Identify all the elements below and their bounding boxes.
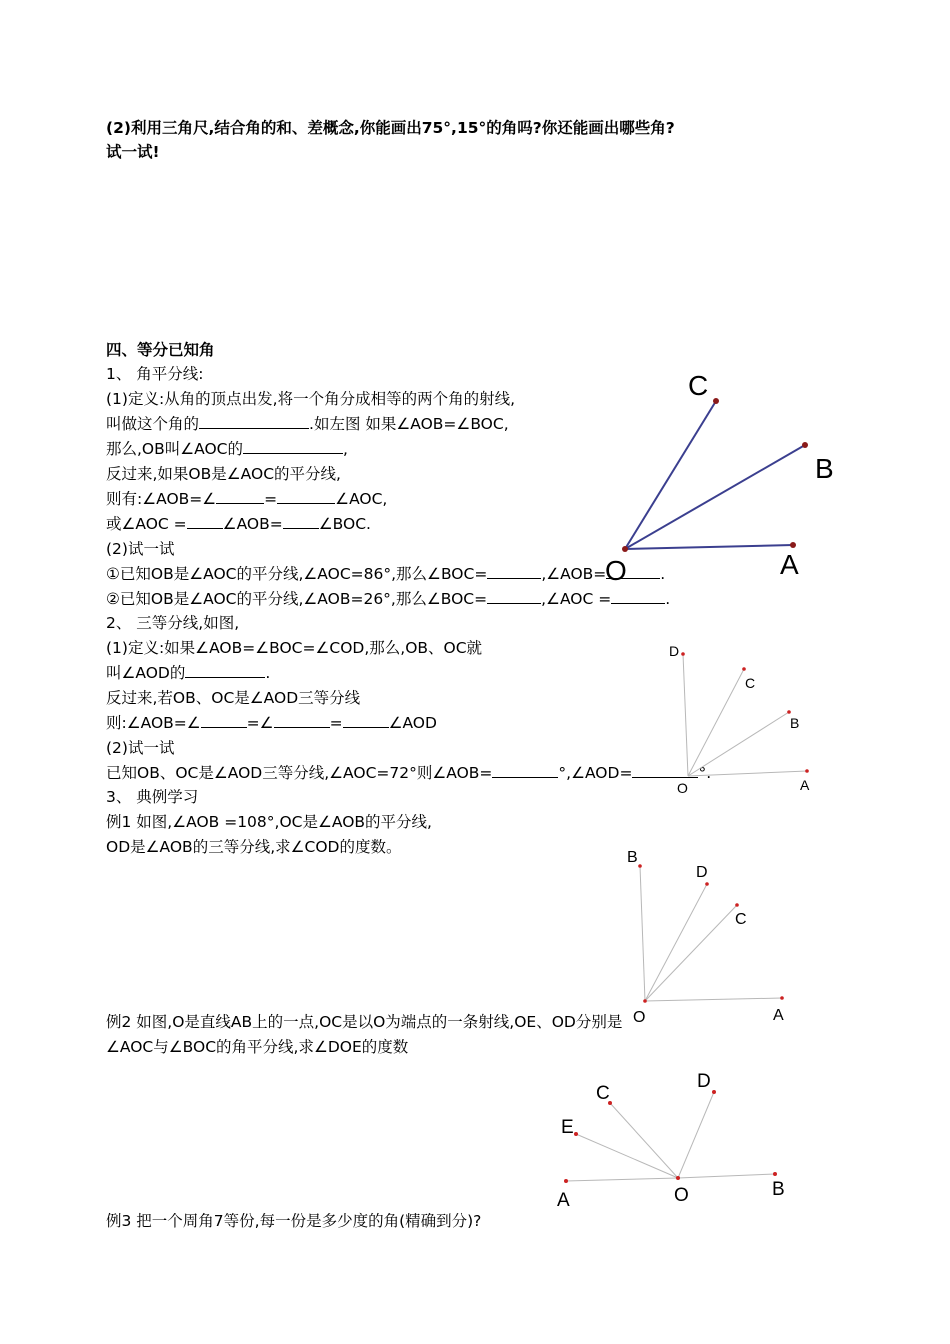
label-b: B — [772, 1179, 785, 1200]
text: °. — [698, 764, 712, 782]
text: . — [265, 664, 271, 682]
ray-ob — [678, 1174, 775, 1178]
text: ∠BOC. — [318, 515, 371, 533]
text: ∠AOD — [388, 714, 437, 732]
text: 或∠AOC = — [106, 515, 187, 533]
ray-ob — [640, 866, 645, 1001]
ray-oc — [645, 905, 737, 1001]
ray-oa — [566, 1178, 678, 1181]
ray-od — [678, 1092, 714, 1178]
text: °,∠AOD= — [558, 764, 633, 782]
ray-oa — [645, 998, 782, 1001]
text: =∠ — [246, 714, 274, 732]
point-b — [802, 442, 808, 448]
label-o: O — [605, 555, 627, 586]
label-d: D — [696, 864, 708, 881]
point-a — [790, 542, 796, 548]
point-e — [574, 1132, 578, 1136]
point-b — [787, 710, 791, 714]
label-d: D — [669, 643, 680, 659]
ray-oc — [610, 1103, 678, 1178]
bisector-def-line4: 反过来,如果OB是∠AOC的平分线, — [106, 465, 341, 483]
point-c — [742, 667, 746, 671]
text: ,∠AOC = — [541, 590, 612, 608]
label-c: C — [688, 370, 709, 401]
subheading-trisector: 2、 三等分线,如图, — [106, 614, 240, 632]
label-e: E — [561, 1117, 574, 1138]
text: ,∠AOB= — [541, 565, 607, 583]
text: ①已知OB是∠AOC的平分线,∠AOC=86°,那么∠BOC= — [106, 565, 488, 583]
text: .如左图 如果∠AOB=∠BOC, — [309, 415, 509, 433]
try-label: (2)试一试 — [106, 540, 175, 558]
text: 叫做这个角的 — [106, 415, 200, 433]
label-c: C — [596, 1083, 610, 1104]
figure-example1 — [627, 849, 784, 1026]
label-b: B — [790, 715, 800, 731]
ray-od — [645, 884, 707, 1001]
figure-trisector — [669, 643, 810, 796]
ray-ob — [688, 712, 789, 776]
label-a: A — [773, 1007, 784, 1024]
subheading-examples: 3、 典例学习 — [106, 788, 199, 806]
text: ②已知OB是∠AOC的平分线,∠AOB=26°,那么∠BOC= — [106, 590, 488, 608]
label-o: O — [677, 780, 688, 796]
subheading-bisector: 1、 角平分线: — [106, 365, 204, 383]
point-o — [643, 999, 647, 1003]
ray-oc — [688, 669, 744, 776]
figure-bisector — [605, 370, 834, 586]
ray-oa — [688, 771, 807, 776]
example-2-line1: 例2 如图,O是直线AB上的一点,OC是以O为端点的一条射线,OE、OD分别是 — [106, 1013, 623, 1031]
label-a: A — [557, 1190, 570, 1211]
point-d — [712, 1090, 716, 1094]
text: ∠AOB= — [222, 515, 283, 533]
point-c — [713, 398, 719, 404]
point-a — [805, 769, 809, 773]
figure-example2 — [557, 1071, 785, 1211]
text: 则:∠AOB=∠ — [106, 714, 201, 732]
text: ∠AOC, — [335, 490, 388, 508]
point-o — [676, 1176, 680, 1180]
text: 那么,OB叫∠AOC的 — [106, 440, 244, 458]
text: . — [660, 565, 666, 583]
example-1-line2: OD是∠AOB的三等分线,求∠COD的度数。 — [106, 838, 402, 856]
text: 已知OB、OC是∠AOD三等分线,∠AOC=72°则∠AOB= — [106, 764, 493, 782]
text: = — [329, 714, 343, 732]
label-o: O — [674, 1185, 689, 1206]
point-a — [564, 1179, 568, 1183]
ray-ob — [625, 445, 805, 549]
label-c: C — [745, 675, 756, 691]
text: 叫∠AOD的 — [106, 664, 186, 682]
label-b: B — [815, 453, 834, 484]
bisector-definition: (1)定义:从角的顶点出发,将一个角分成相等的两个角的射线, — [106, 390, 516, 408]
example-3: 例3 把一个周角7等份,每一份是多少度的角(精确到分)? — [106, 1212, 482, 1230]
text: . — [665, 590, 671, 608]
point-a — [780, 996, 784, 1000]
text: , — [343, 440, 348, 458]
label-c: C — [735, 911, 747, 928]
point-b — [638, 864, 642, 868]
example-1-line1: 例1 如图,∠AOB =108°,OC是∠AOB的平分线, — [106, 813, 432, 831]
point-o — [622, 546, 628, 552]
ray-od — [683, 654, 688, 776]
section-heading: 四、等分已知角 — [106, 341, 215, 359]
point-c — [735, 903, 739, 907]
ray-oc — [625, 401, 716, 549]
label-a: A — [780, 549, 799, 580]
point-b — [773, 1172, 777, 1176]
trisector-definition: (1)定义:如果∠AOB=∠BOC=∠COD,那么,OB、OC就 — [106, 639, 483, 657]
label-d: D — [697, 1071, 711, 1092]
q2-line2: 试一试! — [106, 143, 160, 161]
label-o: O — [633, 1009, 646, 1026]
label-b: B — [627, 849, 638, 866]
trisector-reverse: 反过来,若OB、OC是∠AOD三等分线 — [106, 689, 361, 707]
trisector-try-label: (2)试一试 — [106, 739, 175, 757]
ray-oe — [576, 1134, 678, 1178]
point-d — [681, 652, 685, 656]
point-d — [705, 882, 709, 886]
ray-oa — [625, 545, 793, 549]
q2-line1: (2)利用三角尺,结合角的和、差概念,你能画出75°,15°的角吗?你还能画出哪些角? — [106, 119, 675, 137]
text: 则有:∠AOB=∠ — [106, 490, 217, 508]
example-2-line2: ∠AOC与∠BOC的角平分线,求∠DOE的度数 — [106, 1038, 409, 1056]
label-a: A — [800, 777, 810, 793]
text: = — [264, 490, 278, 508]
